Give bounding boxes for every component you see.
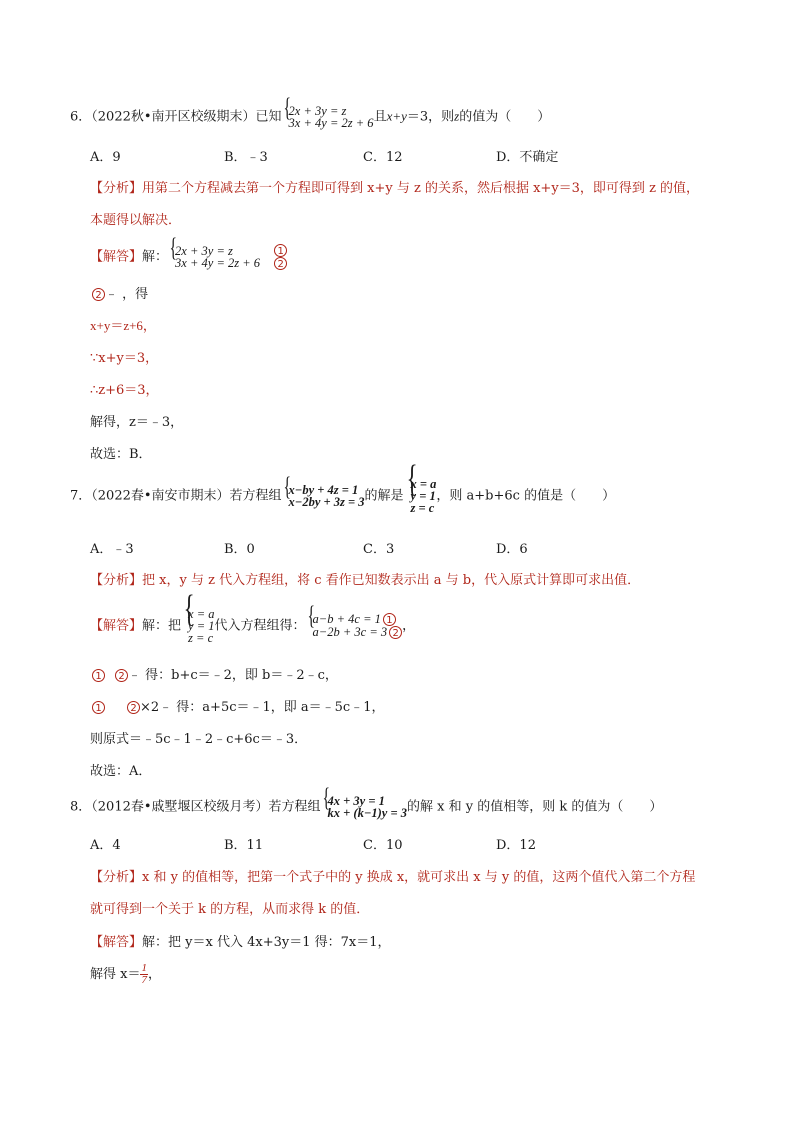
q6-analysis: 【分析】用第二个方程减去第一个方程即可得到 x+y 与 z 的关系，然后根据 x+y＝3，即可得到 z 的值， bbox=[90, 181, 700, 196]
q7-step2: 1 2 ×2﹣ 得：a+5c＝﹣1，即 a＝﹣5c﹣1， bbox=[90, 696, 384, 715]
q6-system: { 2x + 3y = z 3x + 4y = 2z + 6 bbox=[282, 105, 374, 129]
q8-analysis: 【分析】x 和 y 的值相等，把第一个式子中的 y 换成 x，就可求出 x 与 y 的值，这两个值代入第二个方程 bbox=[90, 870, 696, 885]
q7-step4: 故选：A． bbox=[90, 764, 152, 779]
q7-option-c: C．3 bbox=[363, 542, 395, 557]
q6-step3: ∵x+y＝3， bbox=[90, 351, 159, 366]
q6-analysis-line2: 本题得以解决． bbox=[90, 213, 182, 228]
q7-answer-system: { a−b + 4c = 1 1 a−2b + 3c = 3 2 bbox=[306, 613, 403, 639]
q6-answer: 【解答】解： { 2x + 3y = z 3x + 4y = 2z + 6 $\frac{1}{2}$ bbox=[90, 244, 287, 270]
circled-2-icon: 2 bbox=[389, 626, 402, 639]
q8-answer: 【解答】解：把 y＝x 代入 4x+3y＝1 得：7x＝1， bbox=[90, 935, 391, 950]
q7-solution: { x = a y = 1 z = c bbox=[404, 478, 437, 514]
q8-option-d: D．12 bbox=[496, 838, 536, 853]
q6-step1: 2 ﹣ ，得 bbox=[90, 283, 148, 302]
q6-stem: 6．（2022秋•南开区校级期末）已知 { 2x + 3y = z 3x + 4y = 2z + 6 且x+y＝3，则z的值为（ ） bbox=[70, 105, 550, 129]
q7-stem: 7．（2022春•南安市期末）若方程组 { x−by + 4z = 1 x−2by + 3z = 3 的解是 { x = a y = 1 z = c ，则 a+b+6c 的值是（ ） bbox=[70, 478, 615, 514]
q8-option-c: C．10 bbox=[363, 838, 403, 853]
circled-1-icon: 1 bbox=[92, 669, 105, 682]
circled-1-icon: 1 bbox=[92, 701, 105, 714]
q8-analysis-line2: 就可得到一个关于 k 的方程，从而求得 k 的值． bbox=[90, 902, 370, 917]
q8-option-b: B．11 bbox=[224, 838, 264, 853]
circled-2-icon: 2 bbox=[274, 257, 287, 270]
q7-option-d: D．6 bbox=[496, 542, 528, 557]
q8-answer-line2: 解得 x＝ $\frac{1}{7}$ ， bbox=[90, 962, 161, 986]
q7-option-a: A．﹣3 bbox=[90, 542, 134, 557]
q6-step2: x+y＝z+6， bbox=[90, 318, 156, 333]
q8-option-a: A．4 bbox=[90, 838, 121, 853]
q8-stem: 8．（2012春•戚墅堰区校级月考）若方程组 { 4x + 3y = 1 kx + (k−1)y = 3 的解 x 和 y 的值相等，则 k 的值为（ ） bbox=[70, 795, 662, 819]
fraction: $\frac{1}{7}$ bbox=[141, 962, 147, 986]
q7-option-b: B．0 bbox=[224, 542, 255, 557]
circled-1-icon: 1 bbox=[274, 244, 287, 257]
circled-2-icon: 2 bbox=[92, 288, 105, 301]
circled-2-icon: 2 bbox=[115, 669, 128, 682]
q7-system: { x−by + 4z = 1 x−2by + 3z = 3 bbox=[282, 484, 365, 508]
q6-option-a: A．9 bbox=[90, 150, 121, 165]
circled-2-icon: 2 bbox=[127, 701, 140, 714]
q6-option-b: B．﹣3 bbox=[224, 150, 268, 165]
q6-option-c: C．12 bbox=[363, 150, 403, 165]
circled-1-icon: 1 bbox=[383, 613, 396, 626]
q6-option-d: D．不确定 bbox=[496, 150, 559, 165]
q7-step1: 1 2 ﹣ 得：b+c＝﹣2，即 b＝﹣2﹣c， bbox=[90, 664, 338, 683]
q7-answer-substitution: { x = a y = 1 z = c bbox=[181, 608, 214, 644]
q6-answer-system: { 2x + 3y = z 3x + 4y = 2z + 6 bbox=[168, 245, 260, 269]
q6-step6: 故选：B． bbox=[90, 447, 152, 462]
q7-step3: 则原式＝﹣5c﹣1﹣2﹣c+6c＝﹣3． bbox=[90, 732, 308, 747]
q8-system: { 4x + 3y = 1 kx + (k−1)y = 3 bbox=[321, 795, 407, 819]
q7-answer: 【解答】解：把 { x = a y = 1 z = c 代入方程组得： { a−b + 4c = 1 1 a−2b + 3c = 3 2 ， bbox=[90, 608, 415, 644]
q7-analysis: 【分析】把 x，y 与 z 代入方程组，将 c 看作已知数表示出 a 与 b，代入原式计算即可求出值． bbox=[90, 573, 641, 588]
q6-step5: 解得，z＝﹣3， bbox=[90, 415, 184, 430]
q6-step4: ∴z+6＝3， bbox=[90, 383, 159, 398]
